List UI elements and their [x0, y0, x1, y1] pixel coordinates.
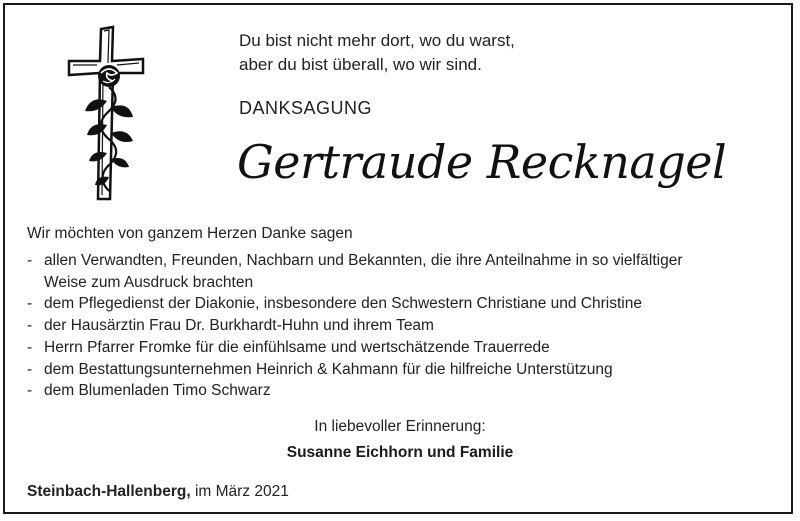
list-item-text: dem Bestattungsunternehmen Heinrich & Kahmann für die hilfreiche Unterstützung	[44, 360, 613, 378]
date: im März 2021	[194, 483, 289, 500]
place: Steinbach-Hallenberg,	[27, 483, 191, 500]
poem-line: aber du bist überall, wo wir sind.	[239, 55, 482, 74]
list-item-text: dem Blumenladen Timo Schwarz	[44, 382, 271, 400]
deceased-name: Gertraude Recknagel	[237, 135, 727, 189]
bullet-dash: -	[27, 360, 33, 378]
list-item-text: allen Verwandten, Freunden, Nachbarn und Bekannten, die ihre Anteilnahme in so vielfältiger	[44, 252, 683, 269]
list-item	[27, 337, 683, 359]
bullet-dash: -	[27, 252, 33, 269]
list-item	[27, 293, 683, 315]
list-item-text: Weise zum Ausdruck brachten	[44, 273, 254, 291]
list-item-text: dem Pflegedienst der Diakonie, insbesondere den Schwestern Christiane und Christine	[44, 295, 642, 313]
heading: DANKSAGUNG	[239, 98, 373, 118]
bullet-dash: -	[27, 295, 33, 313]
bullet-dash: -	[27, 317, 33, 335]
list-item	[27, 315, 683, 337]
intro-text: Wir möchten von ganzem Herzen Danke sagen	[27, 225, 353, 242]
list-item-text: der Hausärztin Frau Dr. Burkhardt-Huhn und ihrem Team	[44, 317, 434, 335]
obituary-card	[3, 3, 793, 514]
remembrance-text: In liebevoller Erinnerung:	[314, 418, 486, 435]
bullet-dash: -	[27, 382, 33, 400]
list-item-text: Herrn Pfarrer Fromke für die einfühlsame und wertschätzende Trauerrede	[44, 338, 550, 356]
poem	[239, 29, 515, 77]
thanks-list	[27, 250, 683, 402]
list-item	[27, 380, 683, 402]
family-signature: Susanne Eichhorn und Familie	[286, 444, 514, 461]
list-item	[27, 359, 683, 381]
list-item	[27, 250, 683, 293]
poem-line: Du bist nicht mehr dort, wo du warst,	[239, 31, 515, 50]
place-date	[27, 483, 289, 501]
cross-with-rose-icon	[63, 21, 159, 211]
bullet-dash: -	[27, 338, 33, 356]
